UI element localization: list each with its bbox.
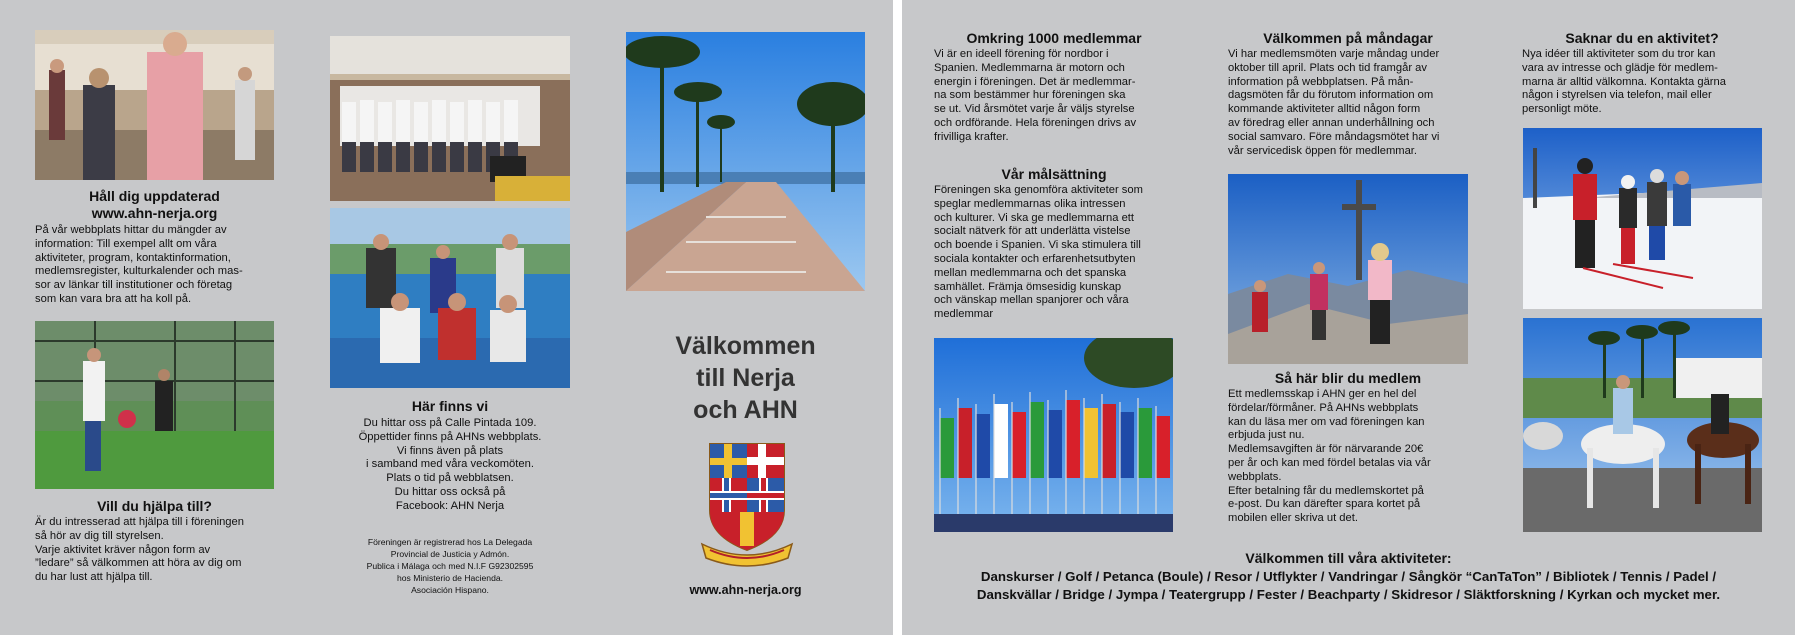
text-line: ”ledare” så välkommen att höra av dig om (35, 557, 242, 570)
activities-list (912, 568, 1785, 604)
text-line: Vi finns även på plats (396, 444, 504, 457)
activities-line: Danskvällar / Bridge / Jympa / Teatergrupp / Fester / Beachparty / Skidresor / Släktforskning / Kyrkan och mycket mer. (976, 587, 1721, 602)
cover-title-line: Välkommen (675, 332, 816, 360)
location-text (330, 417, 570, 514)
text-line: och vänskap mellan spanjorer och våra (934, 294, 1129, 307)
dancing-photo (35, 30, 274, 180)
updated-url[interactable]: www.ahn-nerja.org (91, 205, 218, 221)
missing-activity-text (1522, 48, 1772, 117)
cover-title-line: och AHN (693, 396, 798, 424)
mountain-summit-photo (1228, 174, 1468, 364)
text-line: Varje aktivitet kräver någon form av (35, 543, 211, 556)
ahn-crest-logo (700, 440, 794, 570)
text-line: erbjuda just nu. (1228, 429, 1305, 442)
text-line: sociala kontakter och erfarenhetsutbyten (934, 252, 1136, 265)
tennis-photo (330, 208, 570, 388)
text-line: information på webbplatsen. På mån- (1228, 75, 1414, 88)
registration-text (330, 536, 570, 596)
text-line: frivilliga krafter. (934, 130, 1009, 143)
text-line: information: Till exempel allt om våra (35, 237, 217, 250)
members-text (934, 48, 1184, 145)
text-line: så hör av dig till styrelsen. (35, 529, 164, 542)
text-line: Ett medlemsskap i AHN ger en hel del (1228, 388, 1417, 400)
cover-title-line: till Nerja (696, 364, 795, 392)
text-line: och boende i Spanien. Vi ska stimulera till (934, 239, 1141, 252)
goal-text (934, 184, 1184, 322)
members-heading: Omkring 1000 medlemmar (966, 30, 1142, 46)
text-line: na som bestämmer hur föreningen ska (934, 89, 1126, 102)
text-line: sor av länkar till institutioner och företag (35, 279, 233, 292)
text-line: av föredrag eller annan underhållning och (1228, 116, 1435, 129)
text-line: fördelar/förmåner. På AHNs webbplats (1228, 401, 1419, 414)
text-line: Öppettider finns på AHNs webbplats. (358, 430, 542, 443)
promenade-photo (626, 32, 865, 291)
text-line: kommande aktiviteter alltid någon form (1228, 103, 1421, 116)
activities-heading: Välkommen till våra aktiviteter: (1245, 550, 1452, 566)
text-line: dagsmöten får du förutom information om (1228, 89, 1434, 102)
text-line: e-post. Du kan därefter spara kortet på (1228, 498, 1421, 511)
text-line: marna är alltid välkomna. Kontakta gärna (1522, 75, 1726, 88)
text-line: Nya idéer till aktiviteter som du tror kan (1522, 48, 1716, 60)
choir-photo (330, 36, 570, 201)
location-heading: Här finns vi (411, 398, 489, 414)
text-line: aktiviteter, program, kontaktinformation, (35, 251, 231, 264)
text-line: På vår webbplats hittar du mängder av (35, 224, 227, 236)
mondays-heading: Välkommen på måndagar (1263, 30, 1433, 46)
text-line: energin i föreningen. Det är medlemmar- (934, 75, 1136, 88)
text-line: samhället. Främja ömsesidig kunskap (934, 280, 1122, 293)
goal-heading: Vår målsättning (1001, 166, 1107, 182)
text-line: Vi är en ideell förening för nordbor i (934, 48, 1109, 60)
text-line: mobilen eller skriva ut det. (1228, 512, 1358, 525)
join-heading: Så här blir du medlem (1274, 370, 1422, 386)
text-line: socialt nätverk för att underlätta vistelse (934, 225, 1131, 238)
help-heading: Vill du hjälpa till? (97, 498, 212, 514)
text-line: du har lust att hjälpa till. (35, 571, 153, 584)
text-line: vara av intresse och glädje för medlem- (1522, 61, 1718, 74)
mondays-text (1228, 48, 1478, 158)
text-line: personligt möte. (1522, 103, 1602, 116)
help-text (35, 516, 285, 585)
text-line: Medlemsavgiften är för närvarande 20€ (1228, 443, 1424, 456)
text-line: Provincial de Justicia y Admón. (390, 549, 510, 559)
text-line: vår servicedisk öppen för medlemmar. (1228, 144, 1418, 157)
text-line: Du hittar oss också på (394, 485, 506, 498)
padel-photo (35, 321, 274, 489)
text-line: hos Ministerio de Hacienda. (396, 573, 504, 583)
text-line: Publica i Málaga och med N.I.F G92302595 (366, 561, 534, 571)
text-line: oktober till april. Plats och tid framgår av (1228, 61, 1427, 74)
text-line: Är du intresserad att hjälpa till i föreningen (35, 516, 244, 528)
text-line: Spanien. Medlemmarna är motorn och (934, 61, 1125, 74)
text-line: social samvaro. Före måndagsmötet har vi (1228, 130, 1440, 143)
text-line: medlemmar (934, 308, 994, 321)
text-line: Vi har medlemsmöten varje måndag under (1228, 48, 1440, 60)
brochure-inner-sheet (902, 0, 1795, 635)
text-line: Du hittar oss på Calle Pintada 109. (363, 417, 537, 429)
text-line: och ordförande. Hela föreningen drivs av (934, 116, 1137, 129)
updated-heading: Håll dig uppdaterad (89, 188, 220, 204)
flags-photo (934, 338, 1173, 532)
activities-line: Danskurser / Golf / Petanca (Boule) / Resor / Utflykter / Vandringar / Sångkör “CanTaTon” / Bibliotek / Tennis / Padel / (980, 569, 1717, 584)
text-line: Efter betalning får du medlemskortet på (1228, 484, 1424, 497)
text-line: som kan vara bra att ha koll på. (35, 292, 192, 305)
updated-text (35, 224, 285, 307)
text-line: Plats o tid på webblatsen. (386, 472, 514, 485)
text-line: se ut. Vid årsmötet varje år väljs styrelse (934, 103, 1135, 116)
text-line: Föreningen ska genomföra aktiviteter som (934, 184, 1143, 196)
text-line: medlemsregister, kulturkalender och mas- (35, 265, 243, 278)
text-line: i samband med våra veckomöten. (366, 458, 534, 471)
text-line: och kulturer. Vi ska ge medlemmarna ett (934, 211, 1135, 224)
join-text (1228, 388, 1478, 526)
text-line: Asociación Hispano. (411, 585, 489, 595)
cover-url[interactable]: www.ahn-nerja.org (689, 583, 802, 597)
text-line: kan du läsa mer om vad föreningen kan (1228, 415, 1425, 428)
text-line: mellan medlemmarna och det spanska (934, 266, 1127, 279)
text-line: Föreningen är registrerad hos La Delegada (367, 537, 533, 547)
text-line: Facebook: AHN Nerja (395, 499, 505, 512)
cover-title (626, 330, 865, 426)
brochure-outer-sheet (0, 0, 893, 635)
missing-activity-heading: Saknar du en aktivitet? (1565, 30, 1719, 46)
text-line: någon i styrelsen via telefon, mail eller (1522, 89, 1712, 102)
text-line: webbplats. (1228, 470, 1282, 483)
text-line: per år och kan med fördel betalas via vår (1228, 456, 1431, 469)
horse-riding-photo (1523, 318, 1762, 532)
text-line: speglar medlemmarnas olika intressen (934, 197, 1126, 210)
ski-photo (1523, 128, 1762, 309)
